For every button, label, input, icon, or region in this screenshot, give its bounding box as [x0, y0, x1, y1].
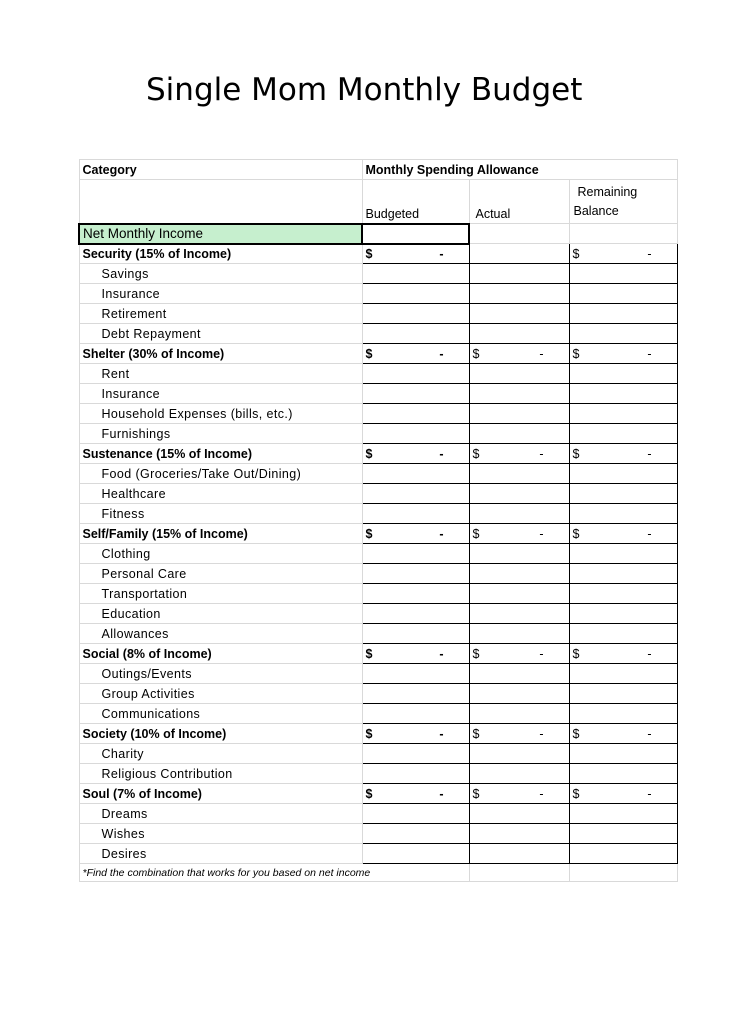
list-item: [79, 324, 677, 344]
section-row: [79, 524, 677, 544]
budgeted-cell[interactable]: [362, 824, 469, 844]
actual-cell[interactable]: [469, 404, 569, 424]
actual-cell[interactable]: [469, 264, 569, 284]
subheader-row: [79, 180, 677, 224]
budgeted-cell[interactable]: [362, 564, 469, 584]
section-row: [79, 724, 677, 744]
actual-cell[interactable]: [469, 424, 569, 444]
actual-cell[interactable]: [469, 564, 569, 584]
actual-cell[interactable]: [469, 684, 569, 704]
budgeted-cell[interactable]: [362, 624, 469, 644]
remaining-cell[interactable]: [569, 644, 677, 664]
list-item: [79, 764, 677, 784]
remaining-cell[interactable]: [569, 624, 677, 644]
currency-symbol: $: [365, 346, 373, 361]
item-label: Wishes: [79, 824, 362, 844]
list-item: [79, 744, 677, 764]
item-label: Insurance: [79, 384, 362, 404]
remaining-cell[interactable]: [569, 804, 677, 824]
budgeted-cell[interactable]: [362, 844, 469, 864]
budgeted-cell[interactable]: [362, 324, 469, 344]
currency-symbol: $: [365, 646, 373, 661]
item-label: Outings/Events: [79, 664, 362, 684]
budgeted-cell[interactable]: [362, 484, 469, 504]
budgeted-cell[interactable]: [362, 584, 469, 604]
actual-cell[interactable]: [469, 304, 569, 324]
list-item: [79, 844, 677, 864]
budgeted-cell[interactable]: [362, 684, 469, 704]
item-label: Desires: [79, 844, 362, 864]
remaining-cell[interactable]: [569, 564, 677, 584]
currency-symbol: $: [472, 726, 480, 741]
footnote: *Find the combination that works for you based on net income: [79, 864, 469, 882]
remaining-cell[interactable]: [569, 244, 677, 264]
allowance-header: Monthly Spending Allowance: [362, 160, 677, 180]
currency-symbol: $: [572, 526, 580, 541]
zero-dash: -: [539, 646, 544, 661]
currency-symbol: $: [365, 726, 373, 741]
section-row: [79, 644, 677, 664]
item-label: Savings: [79, 264, 362, 284]
actual-cell[interactable]: [469, 364, 569, 384]
category-header: Category: [79, 160, 362, 180]
budgeted-cell[interactable]: [362, 444, 469, 464]
actual-cell[interactable]: [469, 724, 569, 744]
actual-cell[interactable]: [469, 764, 569, 784]
actual-cell[interactable]: [469, 744, 569, 764]
list-item: [79, 824, 677, 844]
item-label: Dreams: [79, 804, 362, 824]
zero-dash: -: [439, 446, 444, 461]
item-label: Charity: [79, 744, 362, 764]
section-row: [79, 444, 677, 464]
remaining-cell[interactable]: [569, 844, 677, 864]
item-label: Furnishings: [79, 424, 362, 444]
remaining-header: Remaining Balance: [569, 180, 677, 224]
zero-dash: -: [647, 726, 652, 741]
currency-symbol: $: [572, 786, 580, 801]
actual-cell[interactable]: [469, 344, 569, 364]
list-item: [79, 384, 677, 404]
budgeted-cell[interactable]: [362, 404, 469, 424]
list-item: [79, 424, 677, 444]
section-label: Sustenance (15% of Income): [79, 444, 362, 464]
actual-cell[interactable]: [469, 624, 569, 644]
item-label: Household Expenses (bills, etc.): [79, 404, 362, 424]
list-item: [79, 304, 677, 324]
list-item: [79, 584, 677, 604]
budgeted-cell[interactable]: [362, 384, 469, 404]
remaining-cell[interactable]: [569, 604, 677, 624]
remaining-cell[interactable]: [569, 764, 677, 784]
budgeted-cell[interactable]: [362, 764, 469, 784]
currency-symbol: $: [472, 346, 480, 361]
budgeted-cell[interactable]: [362, 804, 469, 824]
item-label: Clothing: [79, 544, 362, 564]
zero-dash: -: [439, 526, 444, 541]
actual-cell[interactable]: [469, 524, 569, 544]
budgeted-cell[interactable]: [362, 284, 469, 304]
remaining-cell[interactable]: [569, 544, 677, 564]
actual-header: Actual: [469, 180, 569, 224]
remaining-cell[interactable]: [569, 464, 677, 484]
zero-dash: -: [539, 726, 544, 741]
currency-symbol: $: [572, 446, 580, 461]
zero-dash: -: [647, 246, 652, 261]
actual-cell[interactable]: [469, 484, 569, 504]
currency-symbol: $: [472, 446, 480, 461]
currency-symbol: $: [365, 786, 373, 801]
actual-cell[interactable]: [469, 644, 569, 664]
budgeted-cell[interactable]: [362, 784, 469, 804]
actual-cell[interactable]: [469, 584, 569, 604]
remaining-cell[interactable]: [569, 384, 677, 404]
actual-cell[interactable]: [469, 284, 569, 304]
list-item: [79, 604, 677, 624]
section-label: Social (8% of Income): [79, 644, 362, 664]
item-label: Group Activities: [79, 684, 362, 704]
list-item: [79, 484, 677, 504]
actual-cell[interactable]: [469, 444, 569, 464]
section-label: Self/Family (15% of Income): [79, 524, 362, 544]
section-row: [79, 784, 677, 804]
footnote-row: [79, 864, 677, 882]
item-label: Communications: [79, 704, 362, 724]
list-item: [79, 404, 677, 424]
zero-dash: -: [439, 786, 444, 801]
zero-dash: -: [647, 526, 652, 541]
actual-cell[interactable]: [469, 704, 569, 724]
zero-dash: -: [439, 346, 444, 361]
budgeted-cell[interactable]: [362, 524, 469, 544]
actual-cell[interactable]: [469, 844, 569, 864]
remaining-cell[interactable]: [569, 304, 677, 324]
budgeted-cell[interactable]: [362, 544, 469, 564]
list-item: [79, 284, 677, 304]
budgeted-header: Budgeted: [362, 180, 469, 224]
header-row: [79, 160, 677, 180]
currency-symbol: $: [572, 246, 580, 261]
actual-cell[interactable]: [469, 504, 569, 524]
actual-cell[interactable]: [469, 384, 569, 404]
currency-symbol: $: [472, 526, 480, 541]
budgeted-cell[interactable]: [362, 724, 469, 744]
currency-symbol: $: [472, 786, 480, 801]
currency-symbol: $: [572, 646, 580, 661]
zero-dash: -: [439, 646, 444, 661]
budgeted-cell[interactable]: [362, 704, 469, 724]
item-label: Debt Repayment: [79, 324, 362, 344]
list-item: [79, 364, 677, 384]
net-income-row: [79, 224, 677, 244]
list-item: [79, 564, 677, 584]
remaining-cell[interactable]: [569, 344, 677, 364]
budgeted-cell[interactable]: [362, 264, 469, 284]
zero-dash: -: [647, 346, 652, 361]
item-label: Religious Contribution: [79, 764, 362, 784]
page-title: Single Mom Monthly Budget: [146, 72, 583, 108]
budgeted-cell[interactable]: [362, 464, 469, 484]
zero-dash: -: [647, 786, 652, 801]
budgeted-cell[interactable]: [362, 244, 469, 264]
item-label: Rent: [79, 364, 362, 384]
remaining-cell[interactable]: [569, 744, 677, 764]
list-item: [79, 804, 677, 824]
budgeted-cell[interactable]: [362, 344, 469, 364]
remaining-cell[interactable]: [569, 724, 677, 744]
remaining-cell[interactable]: [569, 484, 677, 504]
remaining-cell[interactable]: [569, 264, 677, 284]
actual-cell[interactable]: [469, 804, 569, 824]
list-item: [79, 264, 677, 284]
remaining-cell[interactable]: [569, 784, 677, 804]
zero-dash: -: [439, 726, 444, 741]
section-label: Soul (7% of Income): [79, 784, 362, 804]
budget-table: [78, 159, 678, 882]
budgeted-cell[interactable]: [362, 664, 469, 684]
budgeted-cell[interactable]: [362, 504, 469, 524]
list-item: [79, 704, 677, 724]
section-label: Security (15% of Income): [79, 244, 362, 264]
actual-cell[interactable]: [469, 824, 569, 844]
section-label: Shelter (30% of Income): [79, 344, 362, 364]
item-label: Retirement: [79, 304, 362, 324]
list-item: [79, 664, 677, 684]
actual-cell[interactable]: [469, 324, 569, 344]
net-income-remaining-cell[interactable]: [569, 224, 677, 244]
list-item: [79, 504, 677, 524]
list-item: [79, 544, 677, 564]
remaining-cell[interactable]: [569, 324, 677, 344]
budgeted-cell[interactable]: [362, 644, 469, 664]
zero-dash: -: [647, 446, 652, 461]
currency-symbol: $: [472, 646, 480, 661]
zero-dash: -: [539, 526, 544, 541]
item-label: Transportation: [79, 584, 362, 604]
currency-symbol: $: [572, 726, 580, 741]
zero-dash: -: [539, 346, 544, 361]
remaining-cell[interactable]: [569, 504, 677, 524]
remaining-cell[interactable]: [569, 404, 677, 424]
budgeted-cell[interactable]: [362, 364, 469, 384]
list-item: [79, 684, 677, 704]
budgeted-cell[interactable]: [362, 304, 469, 324]
section-label: Society (10% of Income): [79, 724, 362, 744]
currency-symbol: $: [365, 246, 373, 261]
list-item: [79, 464, 677, 484]
actual-cell[interactable]: [469, 464, 569, 484]
remaining-cell[interactable]: [569, 704, 677, 724]
remaining-cell[interactable]: [569, 444, 677, 464]
actual-cell[interactable]: [469, 784, 569, 804]
actual-cell[interactable]: [469, 244, 569, 264]
budgeted-cell[interactable]: [362, 604, 469, 624]
item-label: Healthcare: [79, 484, 362, 504]
item-label: Education: [79, 604, 362, 624]
item-label: Personal Care: [79, 564, 362, 584]
remaining-cell[interactable]: [569, 424, 677, 444]
net-income-label: Net Monthly Income: [79, 224, 362, 244]
item-label: Food (Groceries/Take Out/Dining): [79, 464, 362, 484]
remaining-cell[interactable]: [569, 524, 677, 544]
item-label: Fitness: [79, 504, 362, 524]
currency-symbol: $: [572, 346, 580, 361]
net-income-actual-cell[interactable]: [469, 224, 569, 244]
zero-dash: -: [647, 646, 652, 661]
remaining-cell[interactable]: [569, 664, 677, 684]
zero-dash: -: [539, 786, 544, 801]
actual-cell[interactable]: [469, 544, 569, 564]
remaining-cell[interactable]: [569, 584, 677, 604]
budgeted-cell[interactable]: [362, 424, 469, 444]
section-row: [79, 244, 677, 264]
zero-dash: -: [439, 246, 444, 261]
remaining-cell[interactable]: [569, 684, 677, 704]
list-item: [79, 624, 677, 644]
remaining-cell[interactable]: [569, 364, 677, 384]
currency-symbol: $: [365, 446, 373, 461]
section-row: [79, 344, 677, 364]
item-label: Allowances: [79, 624, 362, 644]
actual-cell[interactable]: [469, 664, 569, 684]
currency-symbol: $: [365, 526, 373, 541]
remaining-cell[interactable]: [569, 824, 677, 844]
remaining-cell[interactable]: [569, 284, 677, 304]
budgeted-cell[interactable]: [362, 744, 469, 764]
net-income-budgeted-cell[interactable]: [362, 224, 469, 244]
item-label: Insurance: [79, 284, 362, 304]
zero-dash: -: [539, 446, 544, 461]
actual-cell[interactable]: [469, 604, 569, 624]
